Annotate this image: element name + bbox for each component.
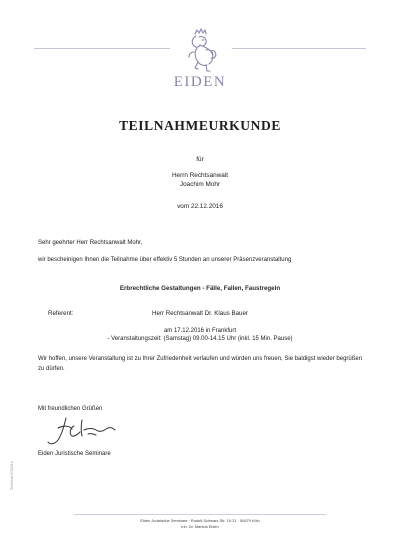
recipient-name: Joachim Mohr [179,181,221,188]
event-date-location: am 17.12.2016 in Frankfurt [163,328,237,334]
document-title: TEILNAHMEURKUNDE [119,118,281,133]
footer-owner: Inh. Dr. Markus Eiden [181,524,219,529]
heraldic-lion-icon [184,28,220,78]
handwritten-signature-icon [44,414,124,448]
closing-text: Wir hoffen, unsere Veranstaltung ist zu Ihrer Zufriedenheit verlaufen und würden uns freuen, Sie baldigst wieder begrüßen zu dürfen. [38,356,363,372]
referent-name: Herr Rechtsanwalt Dr. Klaus Bauer [152,310,248,317]
footer-rule [74,514,326,515]
confirmation-text: wir bescheinigen Ihnen die Teilnahme über effektiv 5 Stunden an unserer Präsenzveranstaltung [38,257,292,263]
header-rule-left [34,48,170,49]
logo-wordmark: EIDEN [173,74,227,90]
header-rule-right [232,48,366,49]
referent-label: Referent: [48,310,74,317]
for-label: für [196,156,204,163]
recipient-title: Herrn Rechtsanwalt [171,172,229,179]
course-title: Erbrechtliche Gestaltungen - Fälle, Fallen, Faustregeln [119,285,281,292]
signer-name: Eiden Juristische Seminare [38,451,111,457]
certificate-date: vom 22.12.2016 [177,203,223,210]
salutation: Sehr geehrter Herr Rechtsanwalt Mohr, [38,240,143,246]
event-time: - Veranstaltungszeit: (Samstag) 09.00-14.15 Uhr (inkl. 15 Min. Pause) [107,336,293,342]
greeting: Mit freundlichen Grüßen [38,406,103,412]
footer-address: Eiden Juristische Seminare · Rudolf-Schwarz-Str. 19-21 · 50679 Köln [140,518,260,523]
side-note: Zertifikat 0762016 [10,461,14,490]
